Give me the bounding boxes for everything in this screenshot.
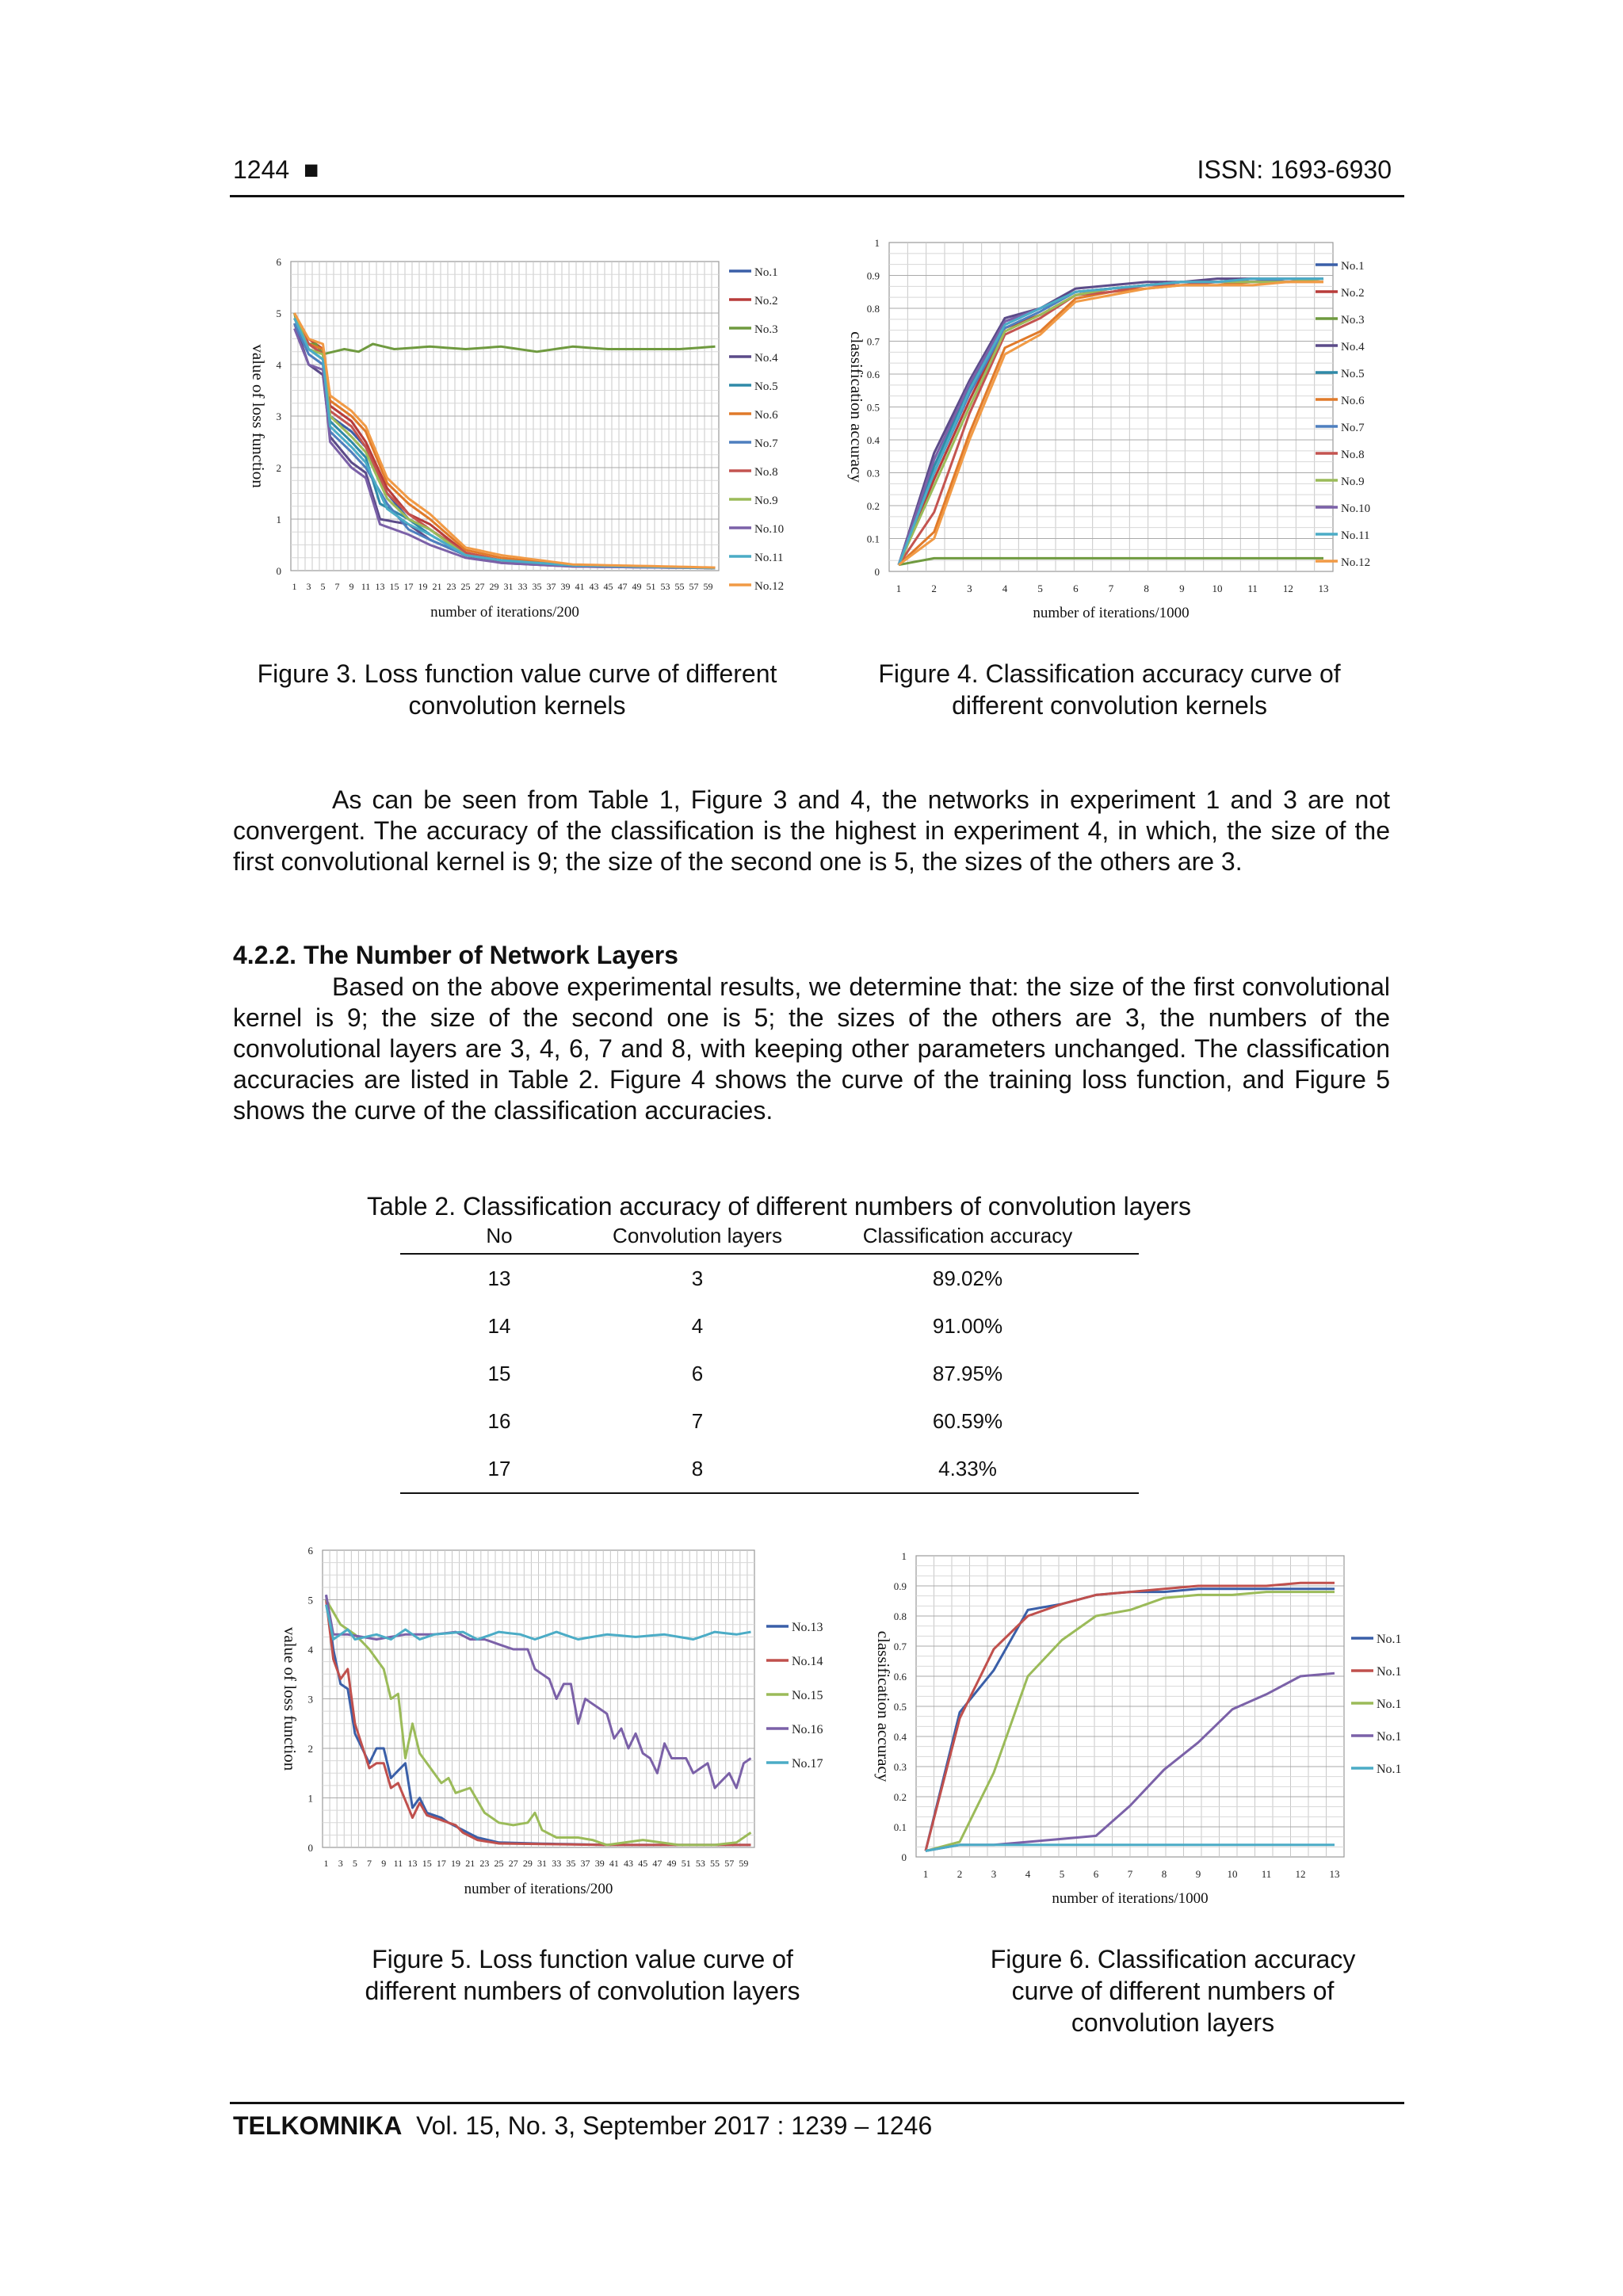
x-tick-label: 13 [1318, 583, 1329, 594]
y-tick-label: 0.7 [893, 1641, 907, 1652]
x-tick-label: 13 [1329, 1868, 1340, 1880]
x-tick-label: 9 [349, 581, 354, 592]
x-tick-label: 10 [1227, 1868, 1238, 1880]
x-tick-label: 33 [552, 1858, 562, 1869]
footer-journal: TELKOMNIKA [233, 2111, 403, 2140]
y-tick-label: 1 [307, 1792, 313, 1805]
y-tick-label: 3 [307, 1693, 313, 1706]
legend-entry: No.2 [1341, 287, 1365, 300]
x-tick-label: 41 [575, 581, 585, 592]
x-tick-label: 53 [695, 1858, 705, 1869]
legend-entry: No.12 [1341, 556, 1371, 569]
legend-entry: No.1 [1377, 1633, 1402, 1646]
x-tick-label: 43 [589, 581, 599, 592]
x-tick-label: 35 [532, 581, 542, 592]
legend-entry: No.3 [1341, 314, 1365, 327]
y-tick-label: 0.8 [866, 303, 880, 315]
x-tick-label: 3 [991, 1868, 997, 1880]
x-tick-label: 6 [1073, 583, 1079, 594]
x-tick-label: 9 [1195, 1868, 1201, 1880]
y-axis-label: classification accuracy [847, 331, 866, 483]
footer-rule [230, 2102, 1404, 2104]
y-tick-label: 3 [276, 411, 281, 422]
x-tick-label: 21 [465, 1858, 475, 1869]
legend-entry: No.1 [1377, 1698, 1402, 1711]
y-tick-label: 4 [307, 1644, 313, 1656]
x-tick-label: 5 [1059, 1868, 1065, 1880]
y-tick-label: 5 [307, 1594, 313, 1606]
legend-entry: No.1 [1377, 1665, 1402, 1679]
x-tick-label: 11 [1261, 1868, 1272, 1880]
x-tick-label: 21 [432, 581, 442, 592]
legend-entry: No.8 [754, 466, 778, 479]
y-tick-label: 4 [276, 359, 281, 371]
x-tick-label: 37 [546, 581, 556, 592]
figure-3-caption: Figure 3. Loss function value curve of different convolution kernels [257, 659, 777, 720]
x-tick-label: 29 [522, 1858, 533, 1869]
legend-entry: No.12 [754, 580, 785, 593]
y-tick-label: 0.6 [893, 1671, 907, 1683]
x-axis-label: number of iterations/1000 [1052, 1890, 1209, 1906]
x-tick-label: 15 [422, 1858, 432, 1869]
x-tick-label: 51 [646, 581, 656, 592]
y-tick-label: 2 [307, 1743, 313, 1755]
figure-5 [273, 1538, 828, 1910]
legend-entry: No.5 [754, 380, 778, 393]
legend-entry: No.11 [754, 552, 784, 564]
y-axis-label: value of loss function [249, 344, 268, 488]
table-2-caption: Table 2. Classification accuracy of different numbers of convolution layers [367, 1192, 1191, 1221]
x-tick-label: 1 [292, 581, 297, 592]
x-tick-label: 7 [1127, 1868, 1133, 1880]
x-tick-label: 7 [367, 1858, 372, 1869]
x-tick-label: 49 [666, 1858, 677, 1869]
x-tick-label: 23 [479, 1858, 490, 1869]
figure-6-chart [864, 1541, 1419, 1906]
x-tick-label: 15 [389, 581, 399, 592]
x-tick-label: 3 [967, 583, 972, 594]
legend-entry: No.4 [1341, 341, 1365, 353]
table-2 [400, 1224, 1139, 1494]
x-tick-label: 7 [1108, 583, 1114, 594]
x-tick-label: 47 [617, 581, 628, 592]
x-tick-label: 33 [517, 581, 528, 592]
paragraph-layers: Based on the above experimental results, we determine that: the size of the first convolutional kernel is 9; the size of the second one is 5; the sizes of the others are 3, the numbers of the convolutional layers are 3, 4, 6, 7 and 8, with keeping other parameters unchanged. The classification accuracies are listed in Table 2. Figure 4 shows the curve of the training loss function, and Figure 5 shows the curve of the classification accuracies. [233, 972, 1390, 1125]
x-tick-label: 55 [710, 1858, 720, 1869]
x-tick-label: 27 [508, 1858, 518, 1869]
x-tick-label: 49 [632, 581, 642, 592]
figure-6 [864, 1541, 1419, 1906]
x-tick-label: 13 [407, 1858, 418, 1869]
x-tick-label: 31 [503, 581, 514, 592]
legend-entry: No.7 [1341, 422, 1365, 434]
x-tick-label: 9 [1179, 583, 1185, 594]
y-tick-label: 0.3 [893, 1761, 907, 1773]
x-tick-label: 1 [922, 1868, 929, 1880]
legend-entry: No.1 [1377, 1763, 1402, 1776]
x-tick-label: 11 [361, 581, 371, 592]
x-tick-label: 31 [537, 1858, 548, 1869]
y-tick-label: 6 [307, 1545, 313, 1557]
figure-5-caption: Figure 5. Loss function value curve of different numbers of convolution layers [365, 1945, 800, 2005]
y-tick-label: 5 [276, 308, 281, 319]
legend-entry: No.10 [1341, 502, 1371, 515]
x-axis-label: number of iterations/1000 [1033, 605, 1190, 621]
x-tick-label: 3 [306, 581, 311, 592]
x-tick-label: 5 [1037, 583, 1043, 594]
x-tick-label: 37 [580, 1858, 590, 1869]
table-row: 15 6 87.95% [487, 1361, 1003, 1385]
legend-entry: No.13 [792, 1621, 823, 1634]
y-tick-label: 0 [901, 1851, 907, 1863]
y-tick-label: 0.4 [866, 434, 880, 446]
legend-entry: No.8 [1341, 449, 1365, 461]
x-tick-label: 2 [957, 1868, 963, 1880]
y-tick-label: 0.7 [866, 335, 880, 348]
section-title: 4.2.2. The Number of Network Layers [233, 941, 678, 969]
x-tick-label: 41 [609, 1858, 619, 1869]
legend-entry: No.1 [754, 266, 778, 279]
x-tick-label: 5 [352, 1858, 357, 1869]
table-row: 17 8 4.33% [400, 1445, 1139, 1493]
y-axis-label: classification accuracy [874, 1630, 893, 1782]
legend-entry: No.6 [754, 409, 778, 422]
figure-4 [840, 230, 1411, 636]
x-tick-label: 27 [475, 581, 485, 592]
table-row: 14 4 91.00% [487, 1313, 1003, 1338]
y-tick-label: 0.2 [866, 500, 880, 512]
x-tick-label: 43 [624, 1858, 634, 1869]
figure-4-chart [840, 230, 1411, 636]
x-tick-label: 51 [681, 1858, 691, 1869]
y-tick-label: 1 [276, 514, 281, 525]
figure-3-chart [242, 247, 804, 636]
y-tick-label: 0.2 [893, 1791, 907, 1803]
x-tick-label: 25 [460, 581, 471, 592]
y-axis-label: value of loss function [281, 1626, 300, 1771]
y-tick-label: 1 [874, 237, 880, 249]
x-tick-label: 55 [674, 581, 685, 592]
legend-entry: No.9 [754, 495, 778, 507]
x-tick-label: 29 [489, 581, 499, 592]
header-page-number: 1244 ■ [233, 155, 319, 184]
x-tick-label: 19 [418, 581, 428, 592]
x-tick-label: 1 [896, 583, 902, 594]
legend-entry: No.9 [1341, 476, 1365, 488]
y-tick-label: 0.6 [866, 369, 880, 380]
legend-entry: No.14 [792, 1655, 823, 1668]
column-header-no: No [400, 1224, 598, 1254]
x-tick-label: 59 [703, 581, 713, 592]
legend-entry: No.2 [754, 295, 778, 308]
legend-entry: No.11 [1341, 529, 1370, 542]
x-tick-label: 25 [494, 1858, 504, 1869]
x-tick-label: 59 [739, 1858, 749, 1869]
y-tick-label: 0 [307, 1842, 313, 1854]
legend-entry: No.1 [1341, 260, 1365, 273]
x-tick-label: 11 [1247, 583, 1258, 594]
legend-entry: No.16 [792, 1723, 823, 1736]
footer-details: Vol. 15, No. 3, September 2017 : 1239 – 1246 [416, 2111, 933, 2140]
legend-entry: No.4 [754, 352, 778, 365]
y-tick-label: 0.8 [893, 1610, 907, 1622]
y-tick-label: 0.3 [866, 467, 880, 479]
footer [233, 2111, 932, 2141]
x-tick-label: 3 [338, 1858, 343, 1869]
x-tick-label: 39 [560, 581, 571, 592]
x-axis-label: number of iterations/200 [430, 604, 579, 621]
x-tick-label: 45 [638, 1858, 648, 1869]
paragraph-results: As can be seen from Table 1, Figure 3 and 4, the networks in experiment 1 and 3 are not convergent. The accuracy of the classification is the highest in experiment 4, in which, the size of the first convolutional kernel is 9; the size of the second one is 5, the sizes of the others are 3. [233, 785, 1390, 876]
x-tick-label: 11 [393, 1858, 403, 1869]
y-tick-label: 0 [874, 566, 880, 578]
figure-4-caption: Figure 4. Classification accuracy curve of different convolution kernels [878, 659, 1341, 720]
x-tick-label: 4 [1002, 583, 1008, 594]
x-tick-label: 57 [724, 1858, 735, 1869]
x-tick-label: 17 [436, 1858, 446, 1869]
y-tick-label: 2 [276, 462, 281, 474]
x-tick-label: 23 [446, 581, 456, 592]
column-header-accuracy: Classification accuracy [796, 1224, 1139, 1254]
table-row: 13 3 89.02% [487, 1266, 1003, 1290]
x-tick-label: 13 [375, 581, 385, 592]
table-header-row [400, 1224, 1139, 1254]
x-tick-label: 4 [1025, 1868, 1031, 1880]
header-issn: ISSN: 1693-6930 [1197, 155, 1392, 184]
y-tick-label: 0.1 [866, 533, 880, 545]
y-tick-label: 0.4 [893, 1731, 907, 1743]
figure-3 [242, 247, 804, 636]
x-tick-label: 17 [403, 581, 414, 592]
x-tick-label: 5 [320, 581, 326, 592]
x-tick-label: 6 [1093, 1868, 1099, 1880]
legend-entry: No.7 [754, 437, 778, 450]
y-tick-label: 0.5 [866, 401, 880, 414]
y-tick-label: 6 [276, 256, 281, 268]
x-tick-label: 1 [323, 1858, 329, 1869]
x-tick-label: 35 [566, 1858, 576, 1869]
x-tick-label: 19 [451, 1858, 461, 1869]
x-axis-label: number of iterations/200 [464, 1881, 613, 1897]
x-tick-label: 2 [931, 583, 937, 594]
x-tick-label: 8 [1161, 1868, 1167, 1880]
x-tick-label: 12 [1295, 1868, 1306, 1880]
y-tick-label: 0.9 [893, 1580, 907, 1592]
column-header-layers: Convolution layers [598, 1224, 796, 1254]
x-tick-label: 39 [594, 1858, 605, 1869]
x-tick-label: 8 [1144, 583, 1149, 594]
x-tick-label: 12 [1282, 583, 1293, 594]
table-row: 16 7 60.59% [487, 1408, 1003, 1433]
y-tick-label: 0.9 [866, 269, 880, 282]
y-tick-label: 0 [276, 565, 281, 577]
figure-6-caption: Figure 6. Classification accuracy curve of different numbers of convolution layers [990, 1945, 1356, 2037]
y-tick-label: 1 [901, 1550, 907, 1562]
header-rule [230, 195, 1404, 197]
x-tick-label: 7 [334, 581, 340, 592]
legend-entry: No.17 [792, 1757, 823, 1771]
x-tick-label: 9 [381, 1858, 387, 1869]
x-tick-label: 45 [603, 581, 613, 592]
x-tick-label: 57 [689, 581, 699, 592]
legend-entry: No.15 [792, 1689, 823, 1702]
legend-entry: No.3 [754, 323, 778, 336]
legend-entry: No.10 [754, 523, 785, 536]
x-tick-label: 47 [652, 1858, 663, 1869]
legend-entry: No.5 [1341, 368, 1365, 380]
figure-5-chart [273, 1538, 828, 1910]
y-tick-label: 0.5 [893, 1701, 907, 1713]
x-tick-label: 53 [660, 581, 670, 592]
y-tick-label: 0.1 [893, 1821, 907, 1833]
x-tick-label: 10 [1212, 583, 1223, 594]
legend-entry: No.6 [1341, 395, 1365, 407]
legend-entry: No.1 [1377, 1730, 1402, 1744]
